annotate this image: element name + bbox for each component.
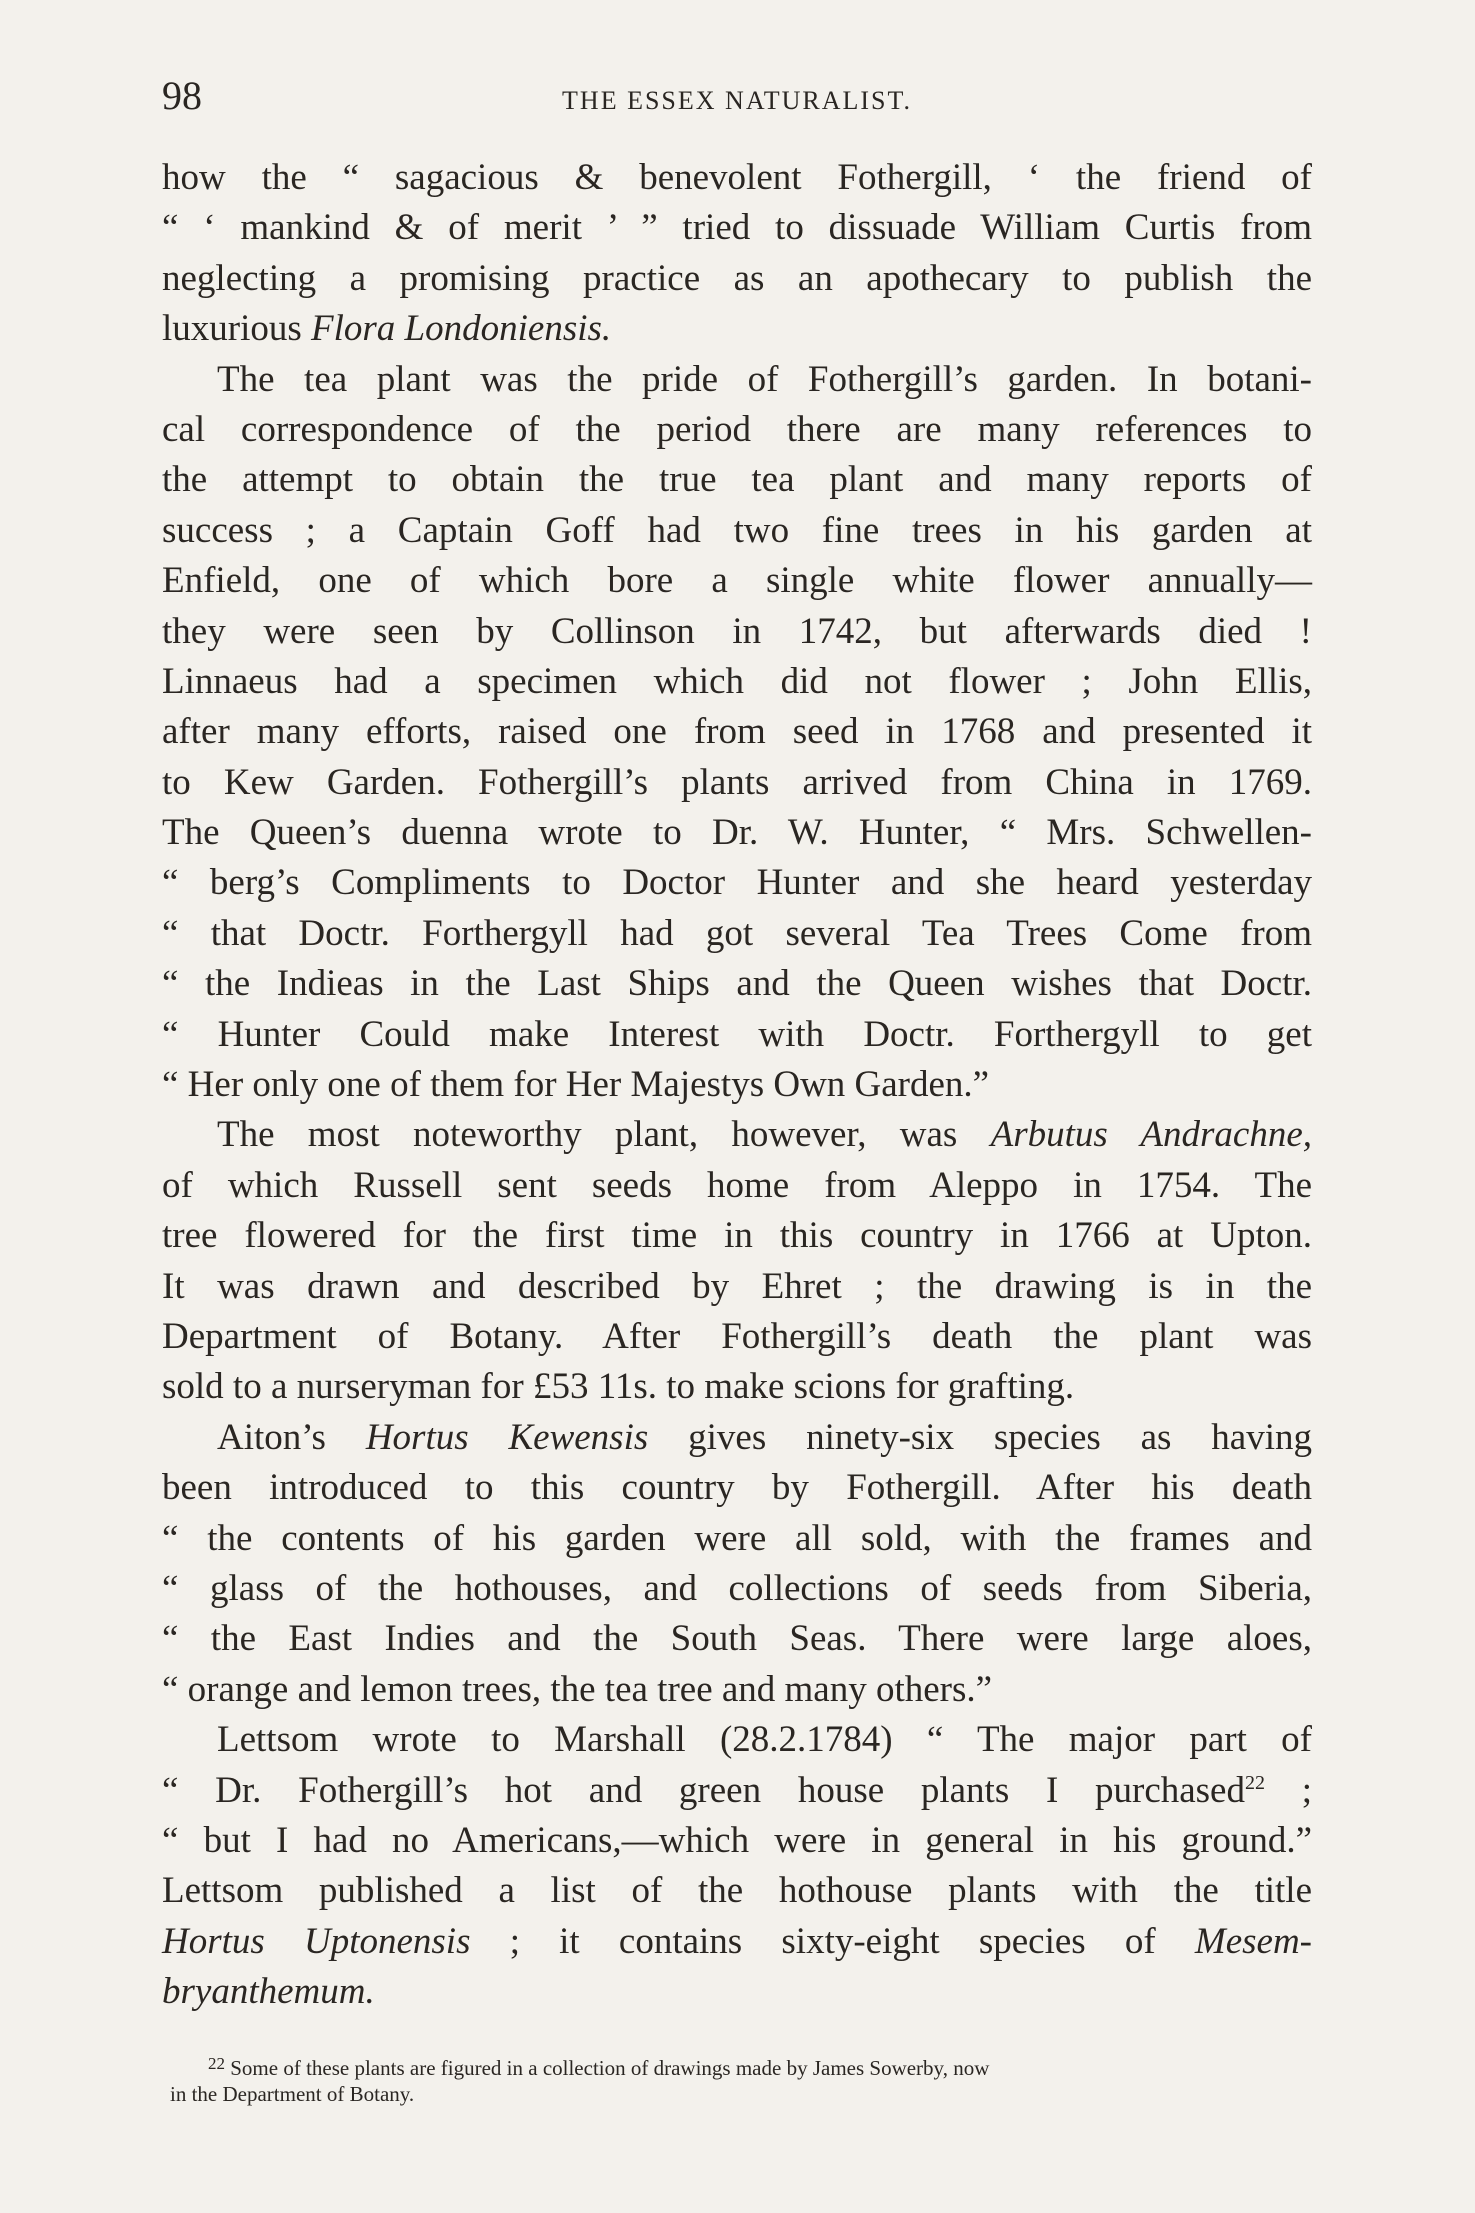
text-line [162,1262,1312,1312]
text-run: ; it contains sixty-eight species of [470,1920,1195,1962]
text-run: “ the contents of his garden were all sold, with the frames and [162,1517,1312,1559]
text-line [162,707,1312,757]
text-run: they were seen by Collinson in 1742, but afterwards died ! [162,610,1312,652]
text-run: ; [1265,1769,1313,1811]
text-run: It was drawn and described by Ehret ; the drawing is in the [162,1265,1312,1307]
text-line [162,1917,1312,1967]
footnote-line [170,2081,1310,2107]
text-run: cal correspondence of the period there are many references to [162,408,1312,450]
text-run: how the “ sagacious & benevolent Fothergill, ‘ the friend of [162,157,1312,198]
text-run: Department of Botany. After Fothergill’s death the plant was [162,1315,1312,1357]
text-run: been introduced to this country by Fothergill. After his death [162,1467,1312,1509]
text-run: tree flowered for the first time in this country in 1766 at Upton. [162,1215,1312,1257]
text-run: “ berg’s Compliments to Doctor Hunter and she heard yesterday [162,862,1312,904]
text-run: “ ‘ mankind & of merit ’ ” tried to dissuade William Curtis from [162,207,1312,249]
text-line [162,1110,1312,1160]
text-run: gives ninety-six species as having [648,1416,1313,1458]
text-line [162,506,1312,556]
text-run: neglecting a promising practice as an apothecary to publish the [162,257,1312,299]
text-line [162,1463,1312,1513]
text-line [162,758,1312,808]
text-run: to Kew Garden. Fothergill’s plants arrived from China in 1769. [162,761,1312,803]
text-line [162,405,1312,455]
text-line [162,1010,1312,1060]
footnote-text: in the Department of Botany. [170,2082,415,2106]
text-run: the attempt to obtain the true tea plant and many reports of [162,459,1312,501]
italic-text: Arbutus Andrachne, [990,1114,1312,1156]
text-run: success ; a Captain Goff had two fine trees in his garden at [162,509,1312,551]
text-run: sold to a nurseryman for £53 11s. to make scions for grafting. [162,1366,1075,1408]
text-line [162,1715,1312,1765]
text-line [162,1161,1312,1211]
text-line [162,355,1312,405]
text-line [162,304,1312,354]
text-line [162,153,1312,203]
text-line [162,808,1312,858]
italic-text: bryanthemum. [162,1971,375,2013]
text-line [162,1312,1312,1362]
italic-text: Mesem- [1194,1920,1312,1962]
text-run: of which Russell sent seeds home from Aleppo in 1754. The [162,1164,1312,1206]
text-line [162,455,1312,505]
body-text [162,153,1312,2017]
text-line [162,1866,1312,1916]
text-line [162,959,1312,1009]
text-run: The Queen’s duenna wrote to Dr. W. Hunter, “ Mrs. Schwellen- [162,812,1312,854]
text-run: after many efforts, raised one from seed in 1768 and presented it [162,711,1312,753]
text-run: Linnaeus had a specimen which did not flower ; John Ellis, [162,660,1312,702]
text-line [162,1967,1312,2017]
text-line [162,1665,1312,1715]
text-line [162,1413,1312,1463]
page-number: 98 [162,73,202,118]
text-run: Lettsom published a list of the hothouse plants with the title [162,1870,1312,1912]
footnote-text: Some of these plants are figured in a collection of drawings made by James Sowerby, now [230,2056,990,2080]
page-header [162,72,1312,132]
text-line [162,556,1312,606]
text-run: The tea plant was the pride of Fothergill’s garden. In botani- [217,358,1312,400]
text-line [162,657,1312,707]
text-line [162,1564,1312,1614]
text-line [162,1211,1312,1261]
text-run: Aiton’s [217,1416,366,1458]
footnote-line [170,2055,1310,2081]
text-line [162,1060,1312,1110]
text-run: “ the East Indies and the South Seas. There were large aloes, [162,1618,1312,1660]
footnote-mark: 22 [208,2054,225,2073]
text-run: Enfield, one of which bore a single white flower annually— [162,560,1312,602]
text-run: “ orange and lemon trees, the tea tree and many others.” [162,1668,993,1710]
text-line [162,1614,1312,1664]
italic-text: Flora Londoniensis. [311,308,612,350]
text-line [162,203,1312,253]
text-line [162,1766,1312,1816]
text-line [162,607,1312,657]
text-run: “ Hunter Could make Interest with Doctr. Forthergyll to get [162,1013,1312,1055]
text-run: The most noteworthy plant, however, was [217,1114,991,1156]
text-run: “ the Indieas in the Last Ships and the Queen wishes that Doctr. [162,963,1312,1005]
text-line [162,254,1312,304]
text-line [162,1816,1312,1866]
italic-text: Hortus Kewensis [365,1416,649,1458]
text-run: “ Dr. Fothergill’s hot and green house plants I purchased [162,1769,1245,1811]
text-line [162,1362,1312,1412]
italic-text: Hortus Uptonensis [162,1920,471,1962]
text-run: luxurious [162,308,312,350]
text-run: “ glass of the hothouses, and collections of seeds from Siberia, [162,1567,1312,1609]
text-run: “ that Doctr. Forthergyll had got several Tea Trees Come from [162,912,1312,954]
text-line [162,1514,1312,1564]
text-run: “ Her only one of them for Her Majestys Own Garden.” [162,1064,990,1106]
footnote-ref: 22 [1245,1771,1265,1794]
running-title: THE ESSEX NATURALIST. [562,86,912,115]
text-run: Lettsom wrote to Marshall (28.2.1784) “ The major part of [217,1719,1312,1761]
footnote [170,2055,1310,2107]
text-run: “ but I had no Americans,—which were in general in his ground.” [162,1819,1312,1861]
text-line [162,909,1312,959]
text-line [162,858,1312,908]
